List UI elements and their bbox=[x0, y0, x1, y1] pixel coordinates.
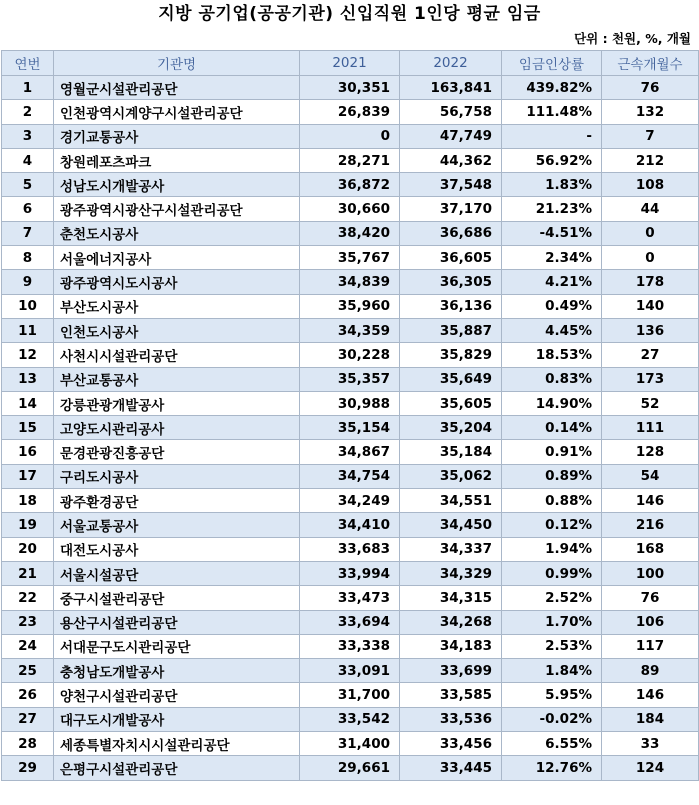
cell-months: 7 bbox=[602, 124, 699, 148]
cell-2022: 47,749 bbox=[400, 124, 502, 148]
cell-rate: 6.55% bbox=[502, 732, 602, 756]
cell-months: 44 bbox=[602, 197, 699, 221]
cell-rate: - bbox=[502, 124, 602, 148]
cell-2022: 34,450 bbox=[400, 513, 502, 537]
cell-rate: 0.91% bbox=[502, 440, 602, 464]
cell-no: 12 bbox=[2, 343, 54, 367]
cell-months: 0 bbox=[602, 221, 699, 245]
cell-no: 17 bbox=[2, 464, 54, 488]
cell-no: 24 bbox=[2, 634, 54, 658]
cell-2021: 34,359 bbox=[300, 318, 400, 342]
cell-name: 인천광역시계양구시설관리공단 bbox=[54, 100, 300, 124]
page-title: 지방 공기업(공공기관) 신입직원 1인당 평균 임금 bbox=[158, 4, 541, 24]
table-row bbox=[2, 318, 699, 342]
cell-rate: 0.89% bbox=[502, 464, 602, 488]
cell-months: 140 bbox=[602, 294, 699, 318]
cell-2021: 34,867 bbox=[300, 440, 400, 464]
cell-name: 은평구시설관리공단 bbox=[54, 756, 300, 780]
cell-2021: 31,400 bbox=[300, 732, 400, 756]
cell-months: 76 bbox=[602, 586, 699, 610]
cell-2022: 33,456 bbox=[400, 732, 502, 756]
cell-months: 54 bbox=[602, 464, 699, 488]
table-row bbox=[2, 246, 699, 270]
cell-name: 광주환경공단 bbox=[54, 489, 300, 513]
cell-2021: 33,694 bbox=[300, 610, 400, 634]
cell-no: 4 bbox=[2, 148, 54, 172]
header-2021: 2021 bbox=[300, 51, 400, 76]
cell-name: 광주광역시광산구시설관리공단 bbox=[54, 197, 300, 221]
cell-name: 세종특별자치시시설관리공단 bbox=[54, 732, 300, 756]
table-row bbox=[2, 270, 699, 294]
table-row bbox=[2, 343, 699, 367]
table-row bbox=[2, 294, 699, 318]
cell-no: 5 bbox=[2, 173, 54, 197]
header-2022: 2022 bbox=[400, 51, 502, 76]
table-row bbox=[2, 464, 699, 488]
cell-no: 8 bbox=[2, 246, 54, 270]
cell-months: 216 bbox=[602, 513, 699, 537]
cell-name: 광주광역시도시공사 bbox=[54, 270, 300, 294]
cell-rate: 1.83% bbox=[502, 173, 602, 197]
cell-2022: 33,445 bbox=[400, 756, 502, 780]
cell-no: 25 bbox=[2, 659, 54, 683]
cell-2021: 33,091 bbox=[300, 659, 400, 683]
cell-name: 문경관광진흥공단 bbox=[54, 440, 300, 464]
cell-2022: 35,204 bbox=[400, 416, 502, 440]
cell-rate: 1.84% bbox=[502, 659, 602, 683]
cell-no: 2 bbox=[2, 100, 54, 124]
table-row bbox=[2, 586, 699, 610]
cell-rate: -0.02% bbox=[502, 707, 602, 731]
table-row bbox=[2, 513, 699, 537]
cell-rate: 0.49% bbox=[502, 294, 602, 318]
cell-rate: 2.53% bbox=[502, 634, 602, 658]
cell-2022: 36,605 bbox=[400, 246, 502, 270]
cell-rate: 439.82% bbox=[502, 76, 602, 100]
table-row bbox=[2, 124, 699, 148]
cell-no: 18 bbox=[2, 489, 54, 513]
cell-name: 용산구시설관리공단 bbox=[54, 610, 300, 634]
table-row bbox=[2, 100, 699, 124]
cell-rate: 21.23% bbox=[502, 197, 602, 221]
cell-months: 168 bbox=[602, 537, 699, 561]
cell-2021: 33,683 bbox=[300, 537, 400, 561]
cell-2022: 34,183 bbox=[400, 634, 502, 658]
cell-name: 서울교통공사 bbox=[54, 513, 300, 537]
cell-2021: 31,700 bbox=[300, 683, 400, 707]
cell-name: 서대문구도시관리공단 bbox=[54, 634, 300, 658]
cell-2021: 34,410 bbox=[300, 513, 400, 537]
cell-months: 178 bbox=[602, 270, 699, 294]
table-row bbox=[2, 197, 699, 221]
cell-name: 대전도시공사 bbox=[54, 537, 300, 561]
cell-name: 성남도시개발공사 bbox=[54, 173, 300, 197]
cell-no: 20 bbox=[2, 537, 54, 561]
cell-2022: 34,551 bbox=[400, 489, 502, 513]
cell-no: 19 bbox=[2, 513, 54, 537]
cell-months: 132 bbox=[602, 100, 699, 124]
cell-2021: 34,839 bbox=[300, 270, 400, 294]
table-row bbox=[2, 76, 699, 100]
cell-no: 7 bbox=[2, 221, 54, 245]
table-row bbox=[2, 221, 699, 245]
cell-rate: 0.12% bbox=[502, 513, 602, 537]
cell-no: 15 bbox=[2, 416, 54, 440]
cell-2022: 44,362 bbox=[400, 148, 502, 172]
cell-no: 22 bbox=[2, 586, 54, 610]
cell-name: 춘천도시공사 bbox=[54, 221, 300, 245]
cell-rate: 56.92% bbox=[502, 148, 602, 172]
cell-2022: 34,268 bbox=[400, 610, 502, 634]
cell-rate: 4.45% bbox=[502, 318, 602, 342]
cell-2022: 34,337 bbox=[400, 537, 502, 561]
cell-months: 100 bbox=[602, 561, 699, 585]
cell-rate: 1.94% bbox=[502, 537, 602, 561]
cell-months: 146 bbox=[602, 489, 699, 513]
cell-2021: 33,542 bbox=[300, 707, 400, 731]
cell-2021: 33,338 bbox=[300, 634, 400, 658]
table-body bbox=[2, 76, 699, 781]
cell-no: 26 bbox=[2, 683, 54, 707]
cell-months: 111 bbox=[602, 416, 699, 440]
cell-name: 대구도시개발공사 bbox=[54, 707, 300, 731]
cell-no: 28 bbox=[2, 732, 54, 756]
cell-months: 184 bbox=[602, 707, 699, 731]
cell-months: 136 bbox=[602, 318, 699, 342]
cell-no: 9 bbox=[2, 270, 54, 294]
table-row bbox=[2, 561, 699, 585]
cell-rate: 5.95% bbox=[502, 683, 602, 707]
table-row bbox=[2, 537, 699, 561]
cell-no: 1 bbox=[2, 76, 54, 100]
cell-2021: 38,420 bbox=[300, 221, 400, 245]
cell-no: 13 bbox=[2, 367, 54, 391]
cell-rate: 0.88% bbox=[502, 489, 602, 513]
cell-name: 강릉관광개발공사 bbox=[54, 391, 300, 415]
cell-2022: 35,887 bbox=[400, 318, 502, 342]
cell-2022: 35,829 bbox=[400, 343, 502, 367]
cell-rate: 4.21% bbox=[502, 270, 602, 294]
cell-2021: 33,994 bbox=[300, 561, 400, 585]
cell-2021: 35,357 bbox=[300, 367, 400, 391]
cell-rate: 0.83% bbox=[502, 367, 602, 391]
cell-no: 11 bbox=[2, 318, 54, 342]
cell-no: 3 bbox=[2, 124, 54, 148]
cell-2022: 37,170 bbox=[400, 197, 502, 221]
table-row bbox=[2, 659, 699, 683]
cell-months: 146 bbox=[602, 683, 699, 707]
table-row bbox=[2, 440, 699, 464]
cell-no: 14 bbox=[2, 391, 54, 415]
cell-2022: 36,136 bbox=[400, 294, 502, 318]
cell-2022: 37,548 bbox=[400, 173, 502, 197]
cell-no: 21 bbox=[2, 561, 54, 585]
table-row bbox=[2, 416, 699, 440]
cell-months: 76 bbox=[602, 76, 699, 100]
cell-no: 10 bbox=[2, 294, 54, 318]
cell-name: 중구시설관리공단 bbox=[54, 586, 300, 610]
cell-2021: 35,767 bbox=[300, 246, 400, 270]
cell-2022: 34,329 bbox=[400, 561, 502, 585]
table-row bbox=[2, 634, 699, 658]
table-row bbox=[2, 173, 699, 197]
cell-2021: 26,839 bbox=[300, 100, 400, 124]
cell-rate: 2.34% bbox=[502, 246, 602, 270]
cell-2021: 34,249 bbox=[300, 489, 400, 513]
table-row bbox=[2, 683, 699, 707]
cell-months: 117 bbox=[602, 634, 699, 658]
cell-name: 부산도시공사 bbox=[54, 294, 300, 318]
cell-no: 16 bbox=[2, 440, 54, 464]
cell-rate: 14.90% bbox=[502, 391, 602, 415]
cell-2021: 35,960 bbox=[300, 294, 400, 318]
cell-2022: 34,315 bbox=[400, 586, 502, 610]
cell-2021: 33,473 bbox=[300, 586, 400, 610]
cell-name: 서울에너지공사 bbox=[54, 246, 300, 270]
cell-name: 구리도시공사 bbox=[54, 464, 300, 488]
table-row bbox=[2, 148, 699, 172]
header-no: 연번 bbox=[2, 51, 54, 76]
cell-months: 52 bbox=[602, 391, 699, 415]
cell-name: 충청남도개발공사 bbox=[54, 659, 300, 683]
cell-2021: 36,872 bbox=[300, 173, 400, 197]
cell-2022: 33,536 bbox=[400, 707, 502, 731]
cell-2022: 163,841 bbox=[400, 76, 502, 100]
cell-months: 212 bbox=[602, 148, 699, 172]
cell-rate: 2.52% bbox=[502, 586, 602, 610]
table-row bbox=[2, 707, 699, 731]
cell-name: 고양도시관리공사 bbox=[54, 416, 300, 440]
cell-2021: 35,154 bbox=[300, 416, 400, 440]
table-header-row bbox=[2, 51, 699, 76]
cell-2021: 28,271 bbox=[300, 148, 400, 172]
cell-months: 128 bbox=[602, 440, 699, 464]
cell-rate: 111.48% bbox=[502, 100, 602, 124]
cell-2021: 30,351 bbox=[300, 76, 400, 100]
table-row bbox=[2, 367, 699, 391]
cell-no: 27 bbox=[2, 707, 54, 731]
cell-months: 89 bbox=[602, 659, 699, 683]
table-row bbox=[2, 732, 699, 756]
unit-note: 단위 : 천원, %, 개월 bbox=[574, 31, 691, 46]
cell-2021: 0 bbox=[300, 124, 400, 148]
cell-rate: 1.70% bbox=[502, 610, 602, 634]
cell-months: 33 bbox=[602, 732, 699, 756]
cell-2021: 29,661 bbox=[300, 756, 400, 780]
cell-name: 창원레포츠파크 bbox=[54, 148, 300, 172]
table-row bbox=[2, 610, 699, 634]
cell-2021: 30,660 bbox=[300, 197, 400, 221]
cell-months: 106 bbox=[602, 610, 699, 634]
cell-months: 173 bbox=[602, 367, 699, 391]
table-row bbox=[2, 489, 699, 513]
header-name: 기관명 bbox=[54, 51, 300, 76]
header-months: 근속개월수 bbox=[602, 51, 699, 76]
cell-months: 124 bbox=[602, 756, 699, 780]
table-row bbox=[2, 756, 699, 780]
cell-name: 인천도시공사 bbox=[54, 318, 300, 342]
cell-name: 서울시설공단 bbox=[54, 561, 300, 585]
cell-2022: 35,649 bbox=[400, 367, 502, 391]
cell-2021: 30,988 bbox=[300, 391, 400, 415]
cell-2022: 56,758 bbox=[400, 100, 502, 124]
cell-name: 영월군시설관리공단 bbox=[54, 76, 300, 100]
cell-no: 6 bbox=[2, 197, 54, 221]
cell-name: 사천시시설관리공단 bbox=[54, 343, 300, 367]
cell-2022: 35,062 bbox=[400, 464, 502, 488]
cell-2021: 30,228 bbox=[300, 343, 400, 367]
cell-name: 부산교통공사 bbox=[54, 367, 300, 391]
cell-name: 경기교통공사 bbox=[54, 124, 300, 148]
cell-rate: 12.76% bbox=[502, 756, 602, 780]
cell-2021: 34,754 bbox=[300, 464, 400, 488]
cell-months: 0 bbox=[602, 246, 699, 270]
cell-2022: 33,585 bbox=[400, 683, 502, 707]
cell-rate: 18.53% bbox=[502, 343, 602, 367]
header-rate: 임금인상률 bbox=[502, 51, 602, 76]
cell-2022: 35,184 bbox=[400, 440, 502, 464]
cell-rate: 0.14% bbox=[502, 416, 602, 440]
wage-table bbox=[1, 50, 699, 781]
cell-name: 양천구시설관리공단 bbox=[54, 683, 300, 707]
cell-months: 108 bbox=[602, 173, 699, 197]
cell-2022: 36,305 bbox=[400, 270, 502, 294]
cell-2022: 33,699 bbox=[400, 659, 502, 683]
cell-2022: 36,686 bbox=[400, 221, 502, 245]
cell-no: 23 bbox=[2, 610, 54, 634]
cell-months: 27 bbox=[602, 343, 699, 367]
table-row bbox=[2, 391, 699, 415]
cell-rate: 0.99% bbox=[502, 561, 602, 585]
cell-no: 29 bbox=[2, 756, 54, 780]
cell-rate: -4.51% bbox=[502, 221, 602, 245]
cell-2022: 35,605 bbox=[400, 391, 502, 415]
